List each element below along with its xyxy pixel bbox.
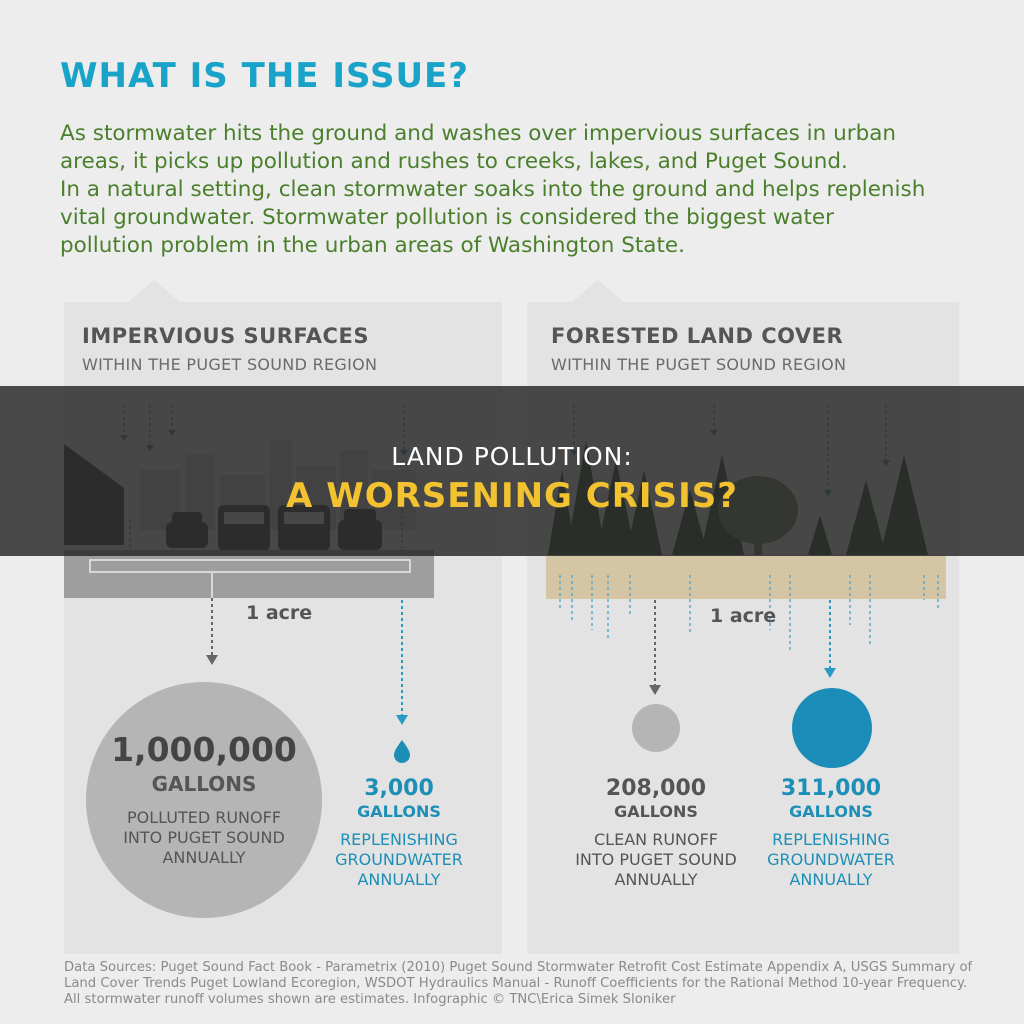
desc-line: INTO PUGET SOUND [123,828,285,847]
left-groundwater-value: 3,000 [364,776,434,801]
clean-runoff-unit: GALLONS [614,802,698,821]
polluted-runoff-desc [94,808,314,868]
forested-acre-label: 1 acre [710,605,777,627]
desc-line: POLLUTED RUNOFF [126,808,282,827]
polluted-runoff-unit: GALLONS [151,772,257,796]
intro-line: pollution problem in the urban areas of Washington State. [60,233,685,258]
desc-line: REPLENISHING [340,830,458,849]
clean-runoff-desc [556,830,756,890]
desc-line: ANNUALLY [162,848,246,867]
left-groundwater-desc [324,830,474,890]
source-line: Land Cover Trends Puget Lowland Ecoregion, WSDOT Hydraulics Manual - Runoff Coefficients for the Rational Method 10-year Frequency. [64,976,968,991]
intro-line: In a natural setting, clean stormwater soaks into the ground and helps replenish [60,177,926,202]
polluted-runoff-circle [86,682,322,918]
intro-line: vital groundwater. Stormwater pollution is considered the biggest water [60,205,834,230]
forested-subtitle: WITHIN THE PUGET SOUND REGION [551,355,847,374]
desc-line: INTO PUGET SOUND [575,850,737,869]
impervious-title: IMPERVIOUS SURFACES [82,324,369,348]
intro-line: As stormwater hits the ground and washes over impervious surfaces in urban [60,121,897,146]
desc-line: ANNUALLY [789,870,873,889]
page-title: WHAT IS THE ISSUE? [60,56,469,96]
groundwater-arrow-icon [824,600,836,678]
groundwater-circle [792,688,872,768]
polluted-runoff-value: 1,000,000 [111,730,297,769]
left-groundwater-unit: GALLONS [357,802,441,821]
desc-line: ANNUALLY [357,870,441,889]
title-banner-text [0,386,1024,556]
source-line: Data Sources: Puget Sound Fact Book - Parametrix (2010) Puget Sound Stormwater Retrofit Cost Estimate Appendix A, USGS Summary of [64,960,973,975]
desc-line: GROUNDWATER [767,850,895,869]
impervious-acre-label: 1 acre [246,602,313,624]
right-groundwater-unit: GALLONS [789,802,873,821]
desc-line: REPLENISHING [772,830,890,849]
clean-runoff-circle [632,704,680,752]
data-sources [64,960,973,1008]
right-groundwater-value: 311,000 [780,776,882,801]
forested-title: FORESTED LAND COVER [551,324,844,348]
soil-icon [546,555,946,599]
right-groundwater-desc [746,830,916,890]
banner-line-2: A WORSENING CRISIS? [286,476,738,516]
desc-line: GROUNDWATER [335,850,463,869]
runoff-arrow-icon [206,598,218,665]
pavement-icon [64,550,434,598]
runoff-arrow-icon [649,600,661,695]
desc-line: CLEAN RUNOFF [594,830,718,849]
water-drop-icon [394,740,410,763]
clean-runoff-value: 208,000 [605,776,707,801]
source-line: All stormwater runoff volumes shown are estimates. Infographic © TNC\Erica Simek Sloniker [64,992,676,1007]
impervious-subtitle: WITHIN THE PUGET SOUND REGION [82,355,378,374]
intro-line: areas, it picks up pollution and rushes to creeks, lakes, and Puget Sound. [60,149,848,174]
groundwater-arrow-icon [394,600,410,763]
desc-line: ANNUALLY [614,870,698,889]
banner-line-1: LAND POLLUTION: [391,442,633,471]
